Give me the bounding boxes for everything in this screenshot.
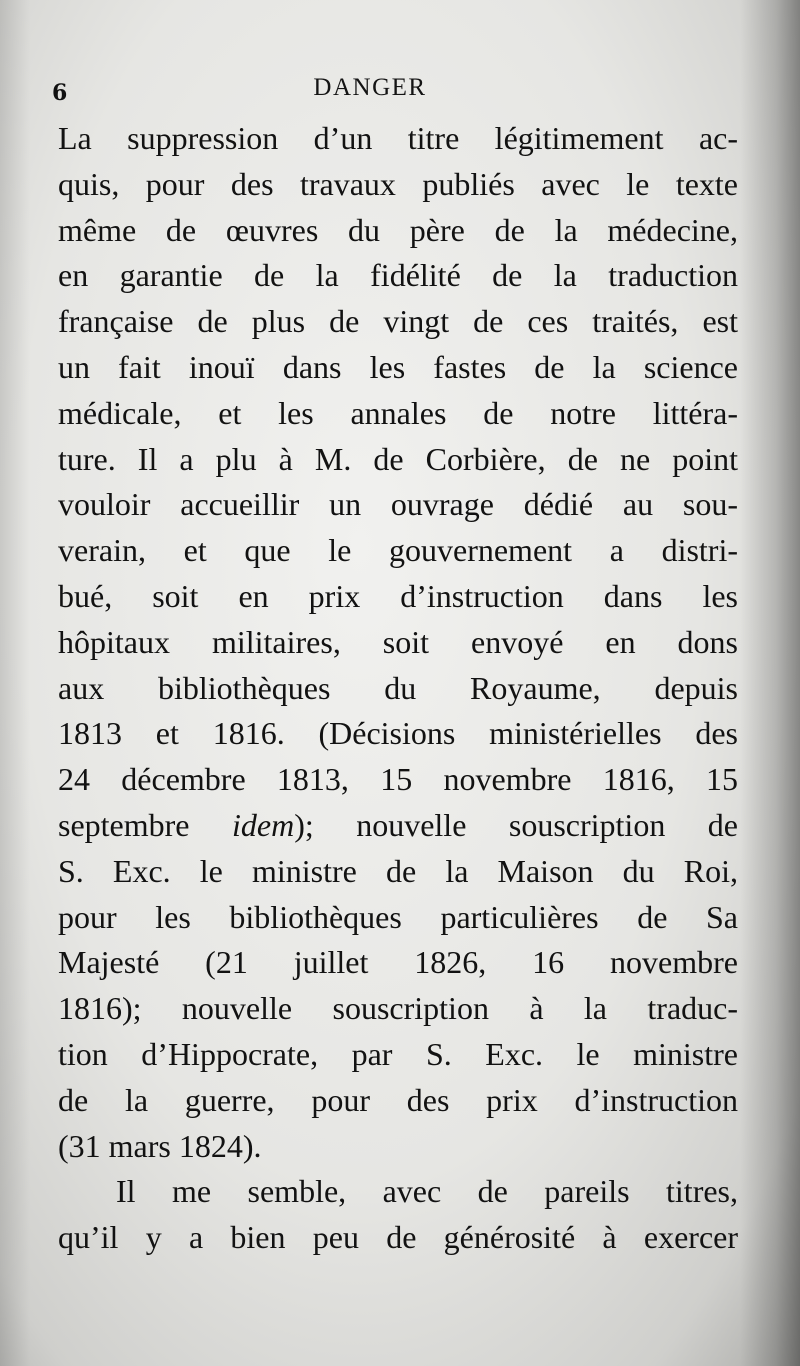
text-line: Il me semble, avec de pareils titres, bbox=[116, 1173, 738, 1210]
text-line: 24 décembre 1813, 15 novembre 1816, 15 bbox=[58, 761, 738, 798]
text-line: médicale, et les annales de notre littéra- bbox=[58, 394, 738, 431]
italic-word: idem bbox=[231, 806, 295, 843]
text-line: française de plus de vingt de ces traités, est bbox=[58, 303, 738, 340]
text-line: pour les bibliothèques particulières de Sa bbox=[58, 898, 738, 935]
text-line: S. Exc. le ministre de la Maison du Roi, bbox=[58, 852, 738, 889]
text-line: en garantie de la fidélité de la traduction bbox=[58, 257, 738, 294]
text-line: qu’il y a bien peu de générosité à exercer bbox=[58, 1219, 738, 1256]
text-line: verain, et que le gouvernement a distri- bbox=[58, 532, 738, 569]
page-edge-shadow bbox=[740, 0, 800, 1366]
text-line: tion d’Hippocrate, par S. Exc. le ministre bbox=[58, 1035, 738, 1072]
text-line: ture. Il a plu à M. de Corbière, de ne point bbox=[58, 440, 738, 477]
text-line: même de œuvres du père de la médecine, bbox=[58, 211, 738, 248]
running-head: DANGER bbox=[313, 74, 427, 101]
text-line: (31 mars 1824). bbox=[58, 1127, 262, 1164]
page-number: 6 bbox=[52, 80, 68, 106]
text-line: aux bibliothèques du Royaume, depuis bbox=[58, 669, 738, 706]
page-gutter-shadow bbox=[0, 0, 30, 1366]
text-line: hôpitaux militaires, soit envoyé en dons bbox=[58, 623, 738, 660]
text-line: de la guerre, pour des prix d’instruction bbox=[58, 1081, 738, 1118]
text-line: Majesté (21 juillet 1826, 16 novembre bbox=[58, 944, 738, 981]
text-line: septembre idem); nouvelle souscription de bbox=[58, 806, 739, 843]
body-text bbox=[58, 116, 738, 1261]
text-line: quis, pour des travaux publiés avec le texte bbox=[58, 165, 738, 202]
text-line: 1816); nouvelle souscription à la traduc- bbox=[58, 990, 738, 1027]
text-line: un fait inouï dans les fastes de la science bbox=[58, 348, 738, 385]
text-line: La suppression d’un titre légitimement ac- bbox=[58, 120, 738, 156]
text-line: bué, soit en prix d’instruction dans les bbox=[58, 577, 738, 614]
text-line: 1813 et 1816. (Décisions ministérielles des bbox=[58, 715, 738, 752]
text-line: vouloir accueillir un ouvrage dédié au sou- bbox=[58, 486, 738, 523]
